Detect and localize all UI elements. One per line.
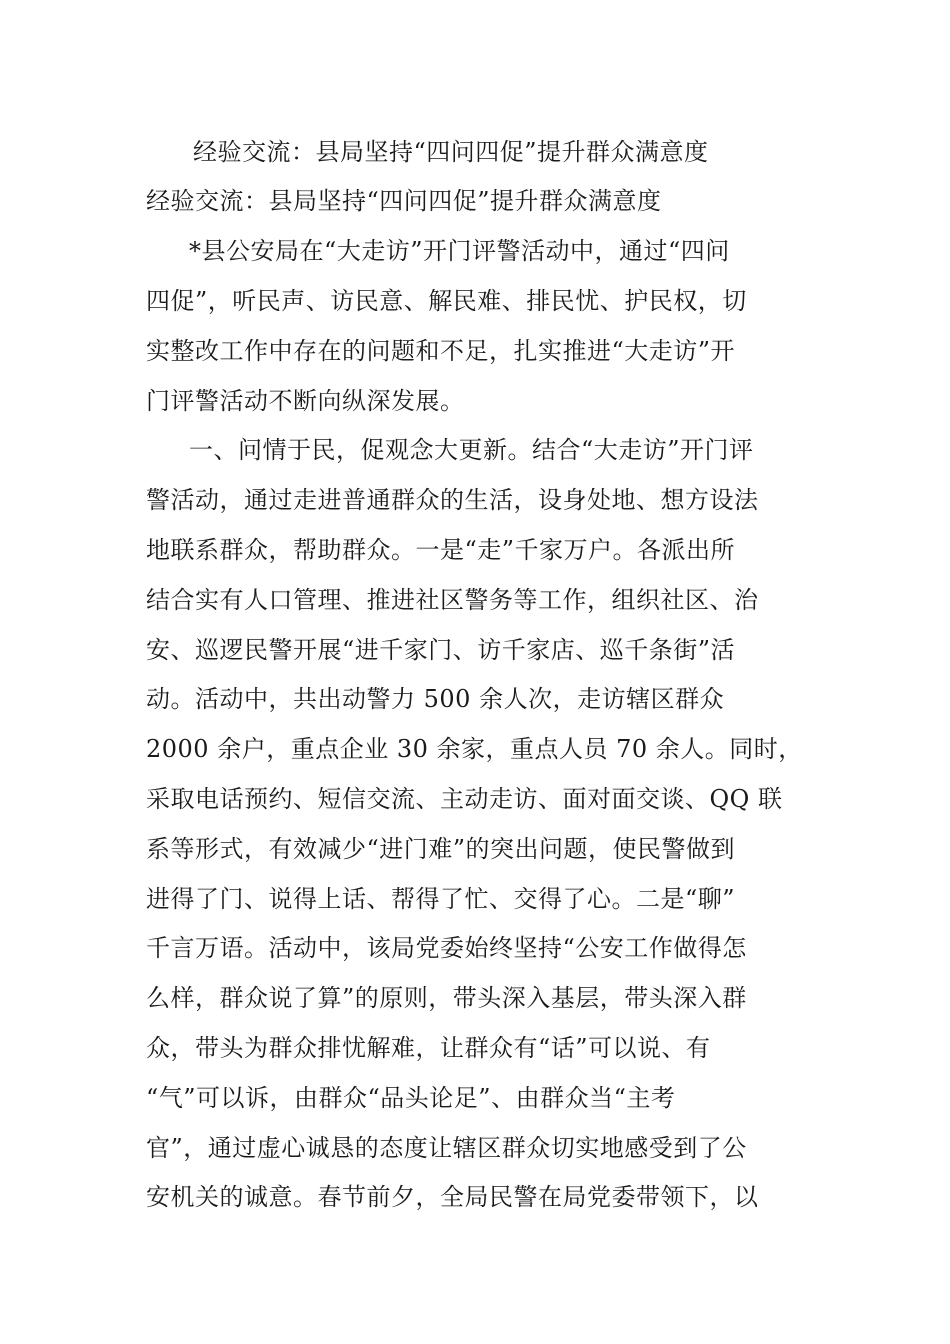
paragraph-line: 实整改工作中存在的问题和不足，扎实推进“大走访”开 <box>146 337 736 365</box>
paragraph-line: “气”可以诉，由群众“品头论足”、由群众当“主考 <box>146 1084 676 1112</box>
paragraph-line: 安机关的诚意。春节前夕，全局民警在局党委带领下，以 <box>146 1183 759 1211</box>
paragraph-line: 安、巡逻民警开展“进千家门、访千家店、巡千条街”活 <box>146 636 736 664</box>
paragraph-line: 地联系群众，帮助群众。一是“走”千家万户。各派出所 <box>146 536 736 564</box>
paragraph-line: 官”，通过虚心诚恳的态度让辖区群众切实地感受到了公 <box>146 1134 747 1162</box>
paragraph-line: 进得了门、说得上话、帮得了忙、交得了心。二是“聊” <box>146 885 736 913</box>
paragraph-line: *县公安局在“大走访”开门评警活动中，通过“四问 <box>189 237 730 265</box>
paragraph-line: 四促”，听民声、访民意、解民难、排民忧、护民权，切 <box>146 287 747 315</box>
document-subtitle: 经验交流：县局坚持“四问四促”提升群众满意度 <box>146 187 662 215</box>
paragraph-line: 结合实有人口管理、推进社区警务等工作，组织社区、治 <box>146 586 759 614</box>
paragraph-line: 么样，群众说了算”的原则，带头深入基层，带头深入群 <box>146 984 747 1012</box>
document-title: 经验交流：县局坚持“四问四促”提升群众满意度 <box>193 138 709 166</box>
paragraph-line: 系等形式，有效减少“进门难”的突出问题，使民警做到 <box>146 835 736 863</box>
paragraph-line: 千言万语。活动中，该局党委始终坚持“公安工作做得怎 <box>146 934 747 962</box>
paragraph-line: 2000 余户，重点企业 30 余家，重点人员 70 余人。同时， <box>146 735 803 763</box>
paragraph-line: 采取电话预约、短信交流、主动走访、面对面交谈、QQ 联 <box>146 785 783 813</box>
paragraph-line: 众，带头为群众排忧解难，让群众有“话”可以说、有 <box>146 1034 711 1062</box>
paragraph-line: 一、问情于民，促观念大更新。结合“大走访”开门评 <box>189 436 754 464</box>
paragraph-line: 警活动，通过走进普通群众的生活，设身处地、想方设法 <box>146 486 759 514</box>
paragraph-line: 门评警活动不断向纵深发展。 <box>146 387 465 415</box>
paragraph-line: 动。活动中，共出动警力 500 余人次，走访辖区群众 <box>146 685 725 713</box>
